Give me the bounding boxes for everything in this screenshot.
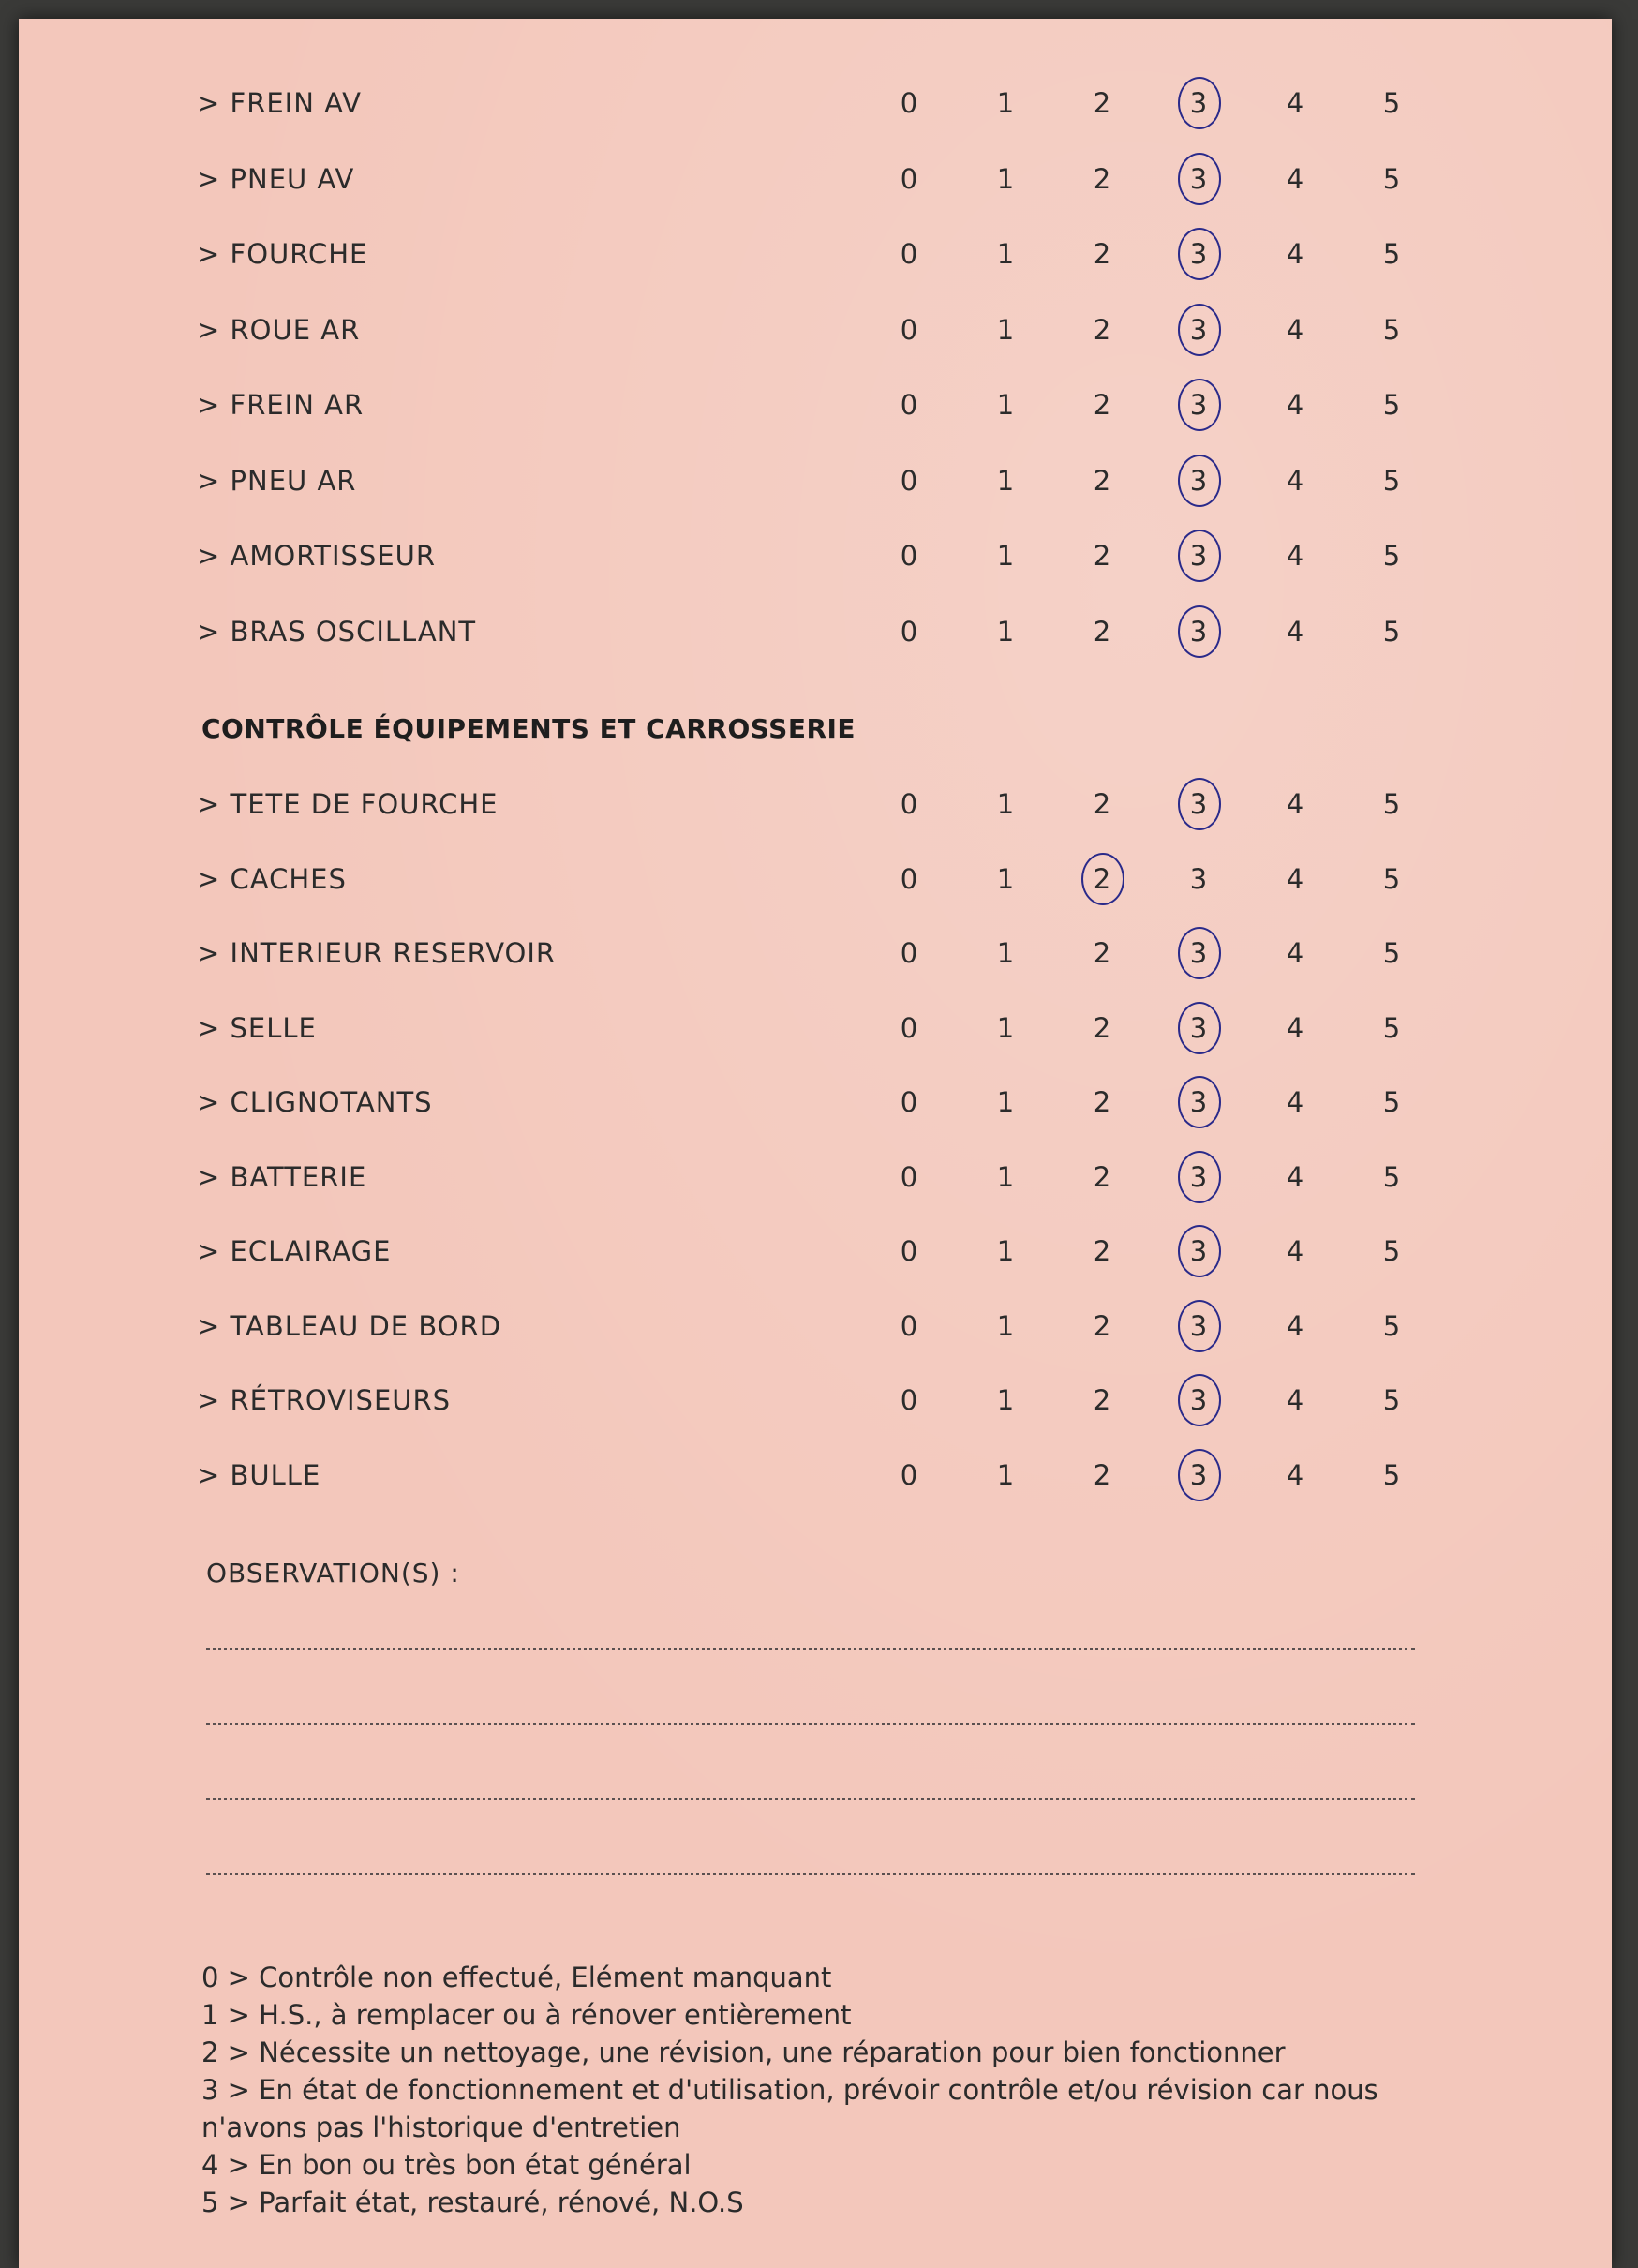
score-option-5[interactable]: 5 bbox=[1382, 615, 1401, 648]
score-option-0[interactable]: 0 bbox=[900, 162, 918, 195]
inspection-sheet bbox=[19, 19, 1612, 2268]
score-option-3[interactable]: 3 bbox=[1170, 1149, 1227, 1205]
score-option-1[interactable]: 1 bbox=[996, 1458, 1015, 1491]
checklist-row bbox=[19, 604, 1612, 660]
score-option-4[interactable]: 4 bbox=[1286, 87, 1304, 119]
score-option-5[interactable]: 5 bbox=[1382, 1086, 1401, 1118]
score-option-0[interactable]: 0 bbox=[900, 389, 918, 421]
score-option-2[interactable]: 2 bbox=[1093, 1384, 1111, 1416]
score-option-0[interactable]: 0 bbox=[900, 1309, 918, 1342]
legend-line: 4 > En bon ou très bon état général bbox=[201, 2149, 692, 2181]
score-option-3[interactable]: 3 bbox=[1170, 226, 1227, 282]
score-option-0[interactable]: 0 bbox=[900, 1384, 918, 1416]
score-option-3[interactable]: 3 bbox=[1170, 925, 1227, 981]
score-option-1[interactable]: 1 bbox=[996, 1309, 1015, 1342]
score-option-3[interactable]: 3 bbox=[1170, 1223, 1227, 1279]
score-option-4[interactable]: 4 bbox=[1286, 464, 1304, 497]
checklist-row bbox=[19, 1447, 1612, 1503]
score-option-2[interactable]: 2 bbox=[1093, 1086, 1111, 1118]
score-option-2[interactable]: 2 bbox=[1093, 464, 1111, 497]
score-option-2[interactable]: 2 bbox=[1093, 87, 1111, 119]
checklist-row bbox=[19, 776, 1612, 832]
score-option-0[interactable]: 0 bbox=[900, 788, 918, 820]
score-option-0[interactable]: 0 bbox=[900, 937, 918, 969]
score-option-1[interactable]: 1 bbox=[996, 615, 1015, 648]
score-option-0[interactable]: 0 bbox=[900, 87, 918, 119]
checklist-row bbox=[19, 151, 1612, 207]
score-option-1[interactable]: 1 bbox=[996, 788, 1015, 820]
score-option-3[interactable]: 3 bbox=[1170, 151, 1227, 207]
checklist-row bbox=[19, 925, 1612, 981]
score-option-4[interactable]: 4 bbox=[1286, 389, 1304, 421]
score-option-1[interactable]: 1 bbox=[996, 1086, 1015, 1118]
score-option-5[interactable]: 5 bbox=[1382, 862, 1401, 895]
score-option-4[interactable]: 4 bbox=[1286, 162, 1304, 195]
score-option-2[interactable]: 2 bbox=[1093, 238, 1111, 270]
checklist-row bbox=[19, 1149, 1612, 1205]
score-option-5[interactable]: 5 bbox=[1382, 1011, 1401, 1044]
score-option-3[interactable]: 3 bbox=[1170, 75, 1227, 131]
score-option-5[interactable]: 5 bbox=[1382, 540, 1401, 572]
score-option-2[interactable]: 2 bbox=[1093, 1011, 1111, 1044]
checklist-row bbox=[19, 75, 1612, 131]
score-option-3[interactable]: 3 bbox=[1170, 377, 1227, 433]
score-option-1[interactable]: 1 bbox=[996, 87, 1015, 119]
score-option-3[interactable]: 3 bbox=[1170, 453, 1227, 509]
score-option-3[interactable]: 3 bbox=[1170, 776, 1227, 832]
score-option-2[interactable]: 2 bbox=[1093, 389, 1111, 421]
score-option-1[interactable]: 1 bbox=[996, 1160, 1015, 1193]
legend-line: 1 > H.S., à remplacer ou à rénover entièrement bbox=[201, 1999, 852, 2031]
score-option-1[interactable]: 1 bbox=[996, 464, 1015, 497]
legend-line: 5 > Parfait état, restauré, rénové, N.O.S bbox=[201, 2186, 744, 2218]
score-option-2[interactable]: 2 bbox=[1093, 540, 1111, 572]
score-option-0[interactable]: 0 bbox=[900, 238, 918, 270]
score-option-0[interactable]: 0 bbox=[900, 1011, 918, 1044]
item-label: > BULLE bbox=[197, 1458, 321, 1491]
checklist-row bbox=[19, 1000, 1612, 1056]
score-option-4[interactable]: 4 bbox=[1286, 313, 1304, 346]
item-label: > CLIGNOTANTS bbox=[197, 1086, 433, 1118]
score-option-3[interactable]: 3 bbox=[1170, 1000, 1227, 1056]
checklist-row bbox=[19, 528, 1612, 584]
score-option-2[interactable]: 2 bbox=[1093, 1309, 1111, 1342]
score-option-5[interactable]: 5 bbox=[1382, 389, 1401, 421]
item-label: > FREIN AR bbox=[197, 389, 365, 421]
checklist-row bbox=[19, 1074, 1612, 1130]
legend-line: n'avons pas l'historique d'entretien bbox=[201, 2111, 681, 2143]
item-label: > INTERIEUR RESERVOIR bbox=[197, 937, 557, 969]
checklist-row bbox=[19, 453, 1612, 509]
item-label: > BRAS OSCILLANT bbox=[197, 615, 477, 648]
score-option-0[interactable]: 0 bbox=[900, 862, 918, 895]
score-option-4[interactable]: 4 bbox=[1286, 1384, 1304, 1416]
score-option-2[interactable]: 2 bbox=[1074, 851, 1130, 907]
checklist-row bbox=[19, 226, 1612, 282]
score-option-1[interactable]: 1 bbox=[996, 162, 1015, 195]
score-option-4[interactable]: 4 bbox=[1286, 1160, 1304, 1193]
score-option-2[interactable]: 2 bbox=[1093, 1160, 1111, 1193]
score-option-4[interactable]: 4 bbox=[1286, 540, 1304, 572]
item-label: > TETE DE FOURCHE bbox=[197, 788, 499, 820]
score-option-1[interactable]: 1 bbox=[996, 1235, 1015, 1267]
item-label: > TABLEAU DE BORD bbox=[197, 1309, 502, 1342]
checklist-row bbox=[19, 377, 1612, 433]
score-option-5[interactable]: 5 bbox=[1382, 1235, 1401, 1267]
score-option-4[interactable]: 4 bbox=[1286, 1235, 1304, 1267]
score-option-0[interactable]: 0 bbox=[900, 313, 918, 346]
score-option-5[interactable]: 5 bbox=[1382, 937, 1401, 969]
score-option-2[interactable]: 2 bbox=[1093, 788, 1111, 820]
item-label: > AMORTISSEUR bbox=[197, 540, 437, 572]
score-option-1[interactable]: 1 bbox=[996, 937, 1015, 969]
score-option-3[interactable]: 3 bbox=[1170, 1372, 1227, 1428]
section-title-equipements: CONTRÔLE ÉQUIPEMENTS ET CARROSSERIE bbox=[201, 713, 856, 744]
score-option-4[interactable]: 4 bbox=[1286, 238, 1304, 270]
score-option-5[interactable]: 5 bbox=[1382, 313, 1401, 346]
score-option-0[interactable]: 0 bbox=[900, 615, 918, 648]
item-label: > CACHES bbox=[197, 862, 347, 895]
checklist-row bbox=[19, 851, 1612, 907]
observations-label: OBSERVATION(S) : bbox=[206, 1558, 460, 1589]
score-option-1[interactable]: 1 bbox=[996, 238, 1015, 270]
score-option-1[interactable]: 1 bbox=[996, 1011, 1015, 1044]
score-option-2[interactable]: 2 bbox=[1093, 1458, 1111, 1491]
observation-line-4[interactable] bbox=[206, 1873, 1415, 1875]
observation-line-2[interactable] bbox=[206, 1723, 1415, 1725]
score-option-3[interactable]: 3 bbox=[1189, 862, 1208, 895]
score-option-4[interactable]: 4 bbox=[1286, 862, 1304, 895]
score-option-3[interactable]: 3 bbox=[1170, 528, 1227, 584]
score-option-0[interactable]: 0 bbox=[900, 540, 918, 572]
score-option-1[interactable]: 1 bbox=[996, 540, 1015, 572]
score-option-3[interactable]: 3 bbox=[1170, 302, 1227, 358]
score-option-2[interactable]: 2 bbox=[1093, 1235, 1111, 1267]
score-option-1[interactable]: 1 bbox=[996, 389, 1015, 421]
score-option-5[interactable]: 5 bbox=[1382, 1160, 1401, 1193]
score-option-5[interactable]: 5 bbox=[1382, 464, 1401, 497]
score-option-0[interactable]: 0 bbox=[900, 464, 918, 497]
score-option-1[interactable]: 1 bbox=[996, 862, 1015, 895]
score-option-4[interactable]: 4 bbox=[1286, 1309, 1304, 1342]
item-label: > FOURCHE bbox=[197, 238, 368, 270]
score-option-5[interactable]: 5 bbox=[1382, 162, 1401, 195]
legend-line: 2 > Nécessite un nettoyage, une révision, une réparation pour bien fonctionner bbox=[201, 2037, 1286, 2068]
score-option-2[interactable]: 2 bbox=[1093, 937, 1111, 969]
score-option-0[interactable]: 0 bbox=[900, 1160, 918, 1193]
score-option-4[interactable]: 4 bbox=[1286, 937, 1304, 969]
observation-line-1[interactable] bbox=[206, 1648, 1415, 1650]
score-option-4[interactable]: 4 bbox=[1286, 1086, 1304, 1118]
item-label: > PNEU AV bbox=[197, 162, 355, 195]
score-option-2[interactable]: 2 bbox=[1093, 162, 1111, 195]
legend-line: 0 > Contrôle non effectué, Elément manquant bbox=[201, 1962, 832, 1993]
item-label: > ROUE AR bbox=[197, 313, 361, 346]
score-option-2[interactable]: 2 bbox=[1093, 615, 1111, 648]
score-option-3[interactable]: 3 bbox=[1170, 1298, 1227, 1354]
rating-legend bbox=[201, 1959, 1420, 2221]
score-option-3[interactable]: 3 bbox=[1170, 604, 1227, 660]
score-option-2[interactable]: 2 bbox=[1093, 313, 1111, 346]
score-option-0[interactable]: 0 bbox=[900, 1235, 918, 1267]
legend-line: 3 > En état de fonctionnement et d'utilisation, prévoir contrôle et/ou révision car nous bbox=[201, 2074, 1378, 2106]
score-option-3[interactable]: 3 bbox=[1170, 1074, 1227, 1130]
score-option-5[interactable]: 5 bbox=[1382, 87, 1401, 119]
score-option-3[interactable]: 3 bbox=[1170, 1447, 1227, 1503]
item-label: > BATTERIE bbox=[197, 1160, 367, 1193]
item-label: > RÉTROVISEURS bbox=[197, 1384, 452, 1416]
score-option-5[interactable]: 5 bbox=[1382, 1458, 1401, 1491]
observation-line-3[interactable] bbox=[206, 1798, 1415, 1800]
score-option-5[interactable]: 5 bbox=[1382, 1309, 1401, 1342]
score-option-5[interactable]: 5 bbox=[1382, 788, 1401, 820]
item-label: > ECLAIRAGE bbox=[197, 1235, 392, 1267]
checklist-row bbox=[19, 1298, 1612, 1354]
score-option-0[interactable]: 0 bbox=[900, 1086, 918, 1118]
checklist-row bbox=[19, 302, 1612, 358]
score-option-1[interactable]: 1 bbox=[996, 313, 1015, 346]
score-option-4[interactable]: 4 bbox=[1286, 615, 1304, 648]
score-option-4[interactable]: 4 bbox=[1286, 1011, 1304, 1044]
score-option-4[interactable]: 4 bbox=[1286, 788, 1304, 820]
score-option-5[interactable]: 5 bbox=[1382, 1384, 1401, 1416]
item-label: > PNEU AR bbox=[197, 464, 357, 497]
score-option-1[interactable]: 1 bbox=[996, 1384, 1015, 1416]
score-option-0[interactable]: 0 bbox=[900, 1458, 918, 1491]
checklist-row bbox=[19, 1372, 1612, 1428]
score-option-5[interactable]: 5 bbox=[1382, 238, 1401, 270]
checklist-row bbox=[19, 1223, 1612, 1279]
score-option-4[interactable]: 4 bbox=[1286, 1458, 1304, 1491]
item-label: > SELLE bbox=[197, 1011, 317, 1044]
item-label: > FREIN AV bbox=[197, 87, 362, 119]
